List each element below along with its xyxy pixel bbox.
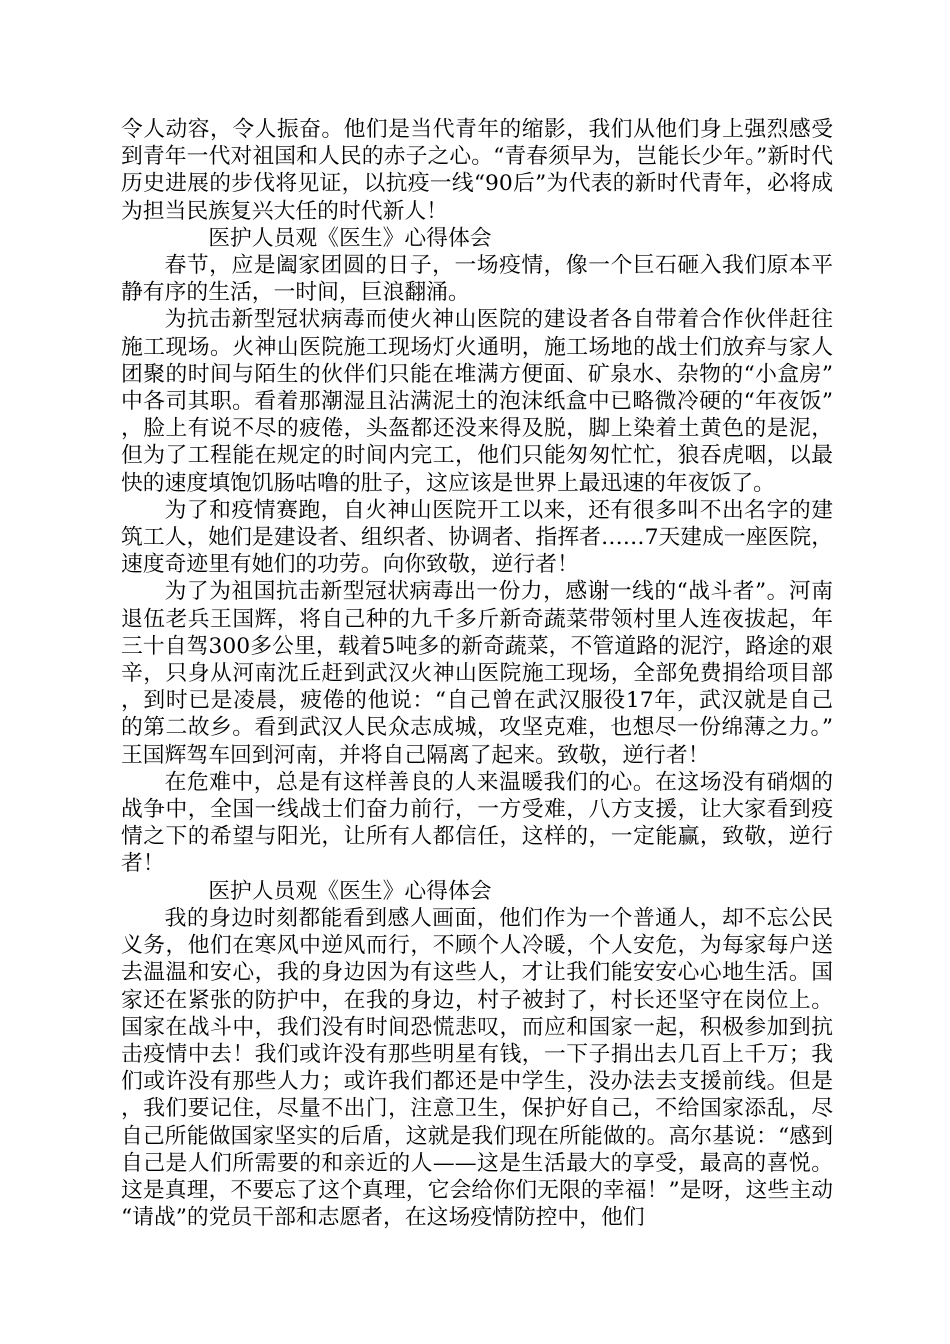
paragraph-veteran-wang-guohui: 为了为祖国抗击新型冠状病毒出一份力，感谢一线的“战斗者”。河南退伍老兵王国辉，将自己种的九千多斤新奇蔬菜带领村里人连夜拔起，年三十自驾300多公里，载着5吨多的新奇蔬菜，不管道路的泥泞，路途的艰辛，只身从河南沈丘赶到武汉火神山医院施工现场，全部免费捐给项目部，到时已是凌晨，疲倦的他说：“自己曾在武汉服役17年，武汉就是自己的第二故乡。看到武汉人民众志成城，攻坚克难，也想尽一份绵薄之力。”王国辉驾车回到河南，并将自己隔离了起来。致敬，逆行者！ bbox=[121, 579, 833, 768]
document-page bbox=[121, 116, 833, 1231]
section-heading-1: 医护人员观《医生》心得体会 bbox=[208, 225, 492, 251]
paragraph-touching-scenes: 我的身边时刻都能看到感人画面，他们作为一个普通人，却不忘公民义务，他们在寒风中逆风而行，不顾个人冷暖，个人安危，为每家每户送去温温和安心，我的身边因为有这些人，才让我们能安安心心地生活。国家还在紧张的防护中，在我的身边，村子被封了，村长还坚守在岗位上。国家在战斗中，我们没有时间恐慌悲叹，而应和国家一起，积极参加到抗击疫情中去！我们或许没有那些明星有钱，一下子捐出去几百上千万；我们或许没有那些人力；或许我们都还是中学生，没办法去支援前线。但是，我们要记住，尽量不出门，注意卫生，保护好自己，不给国家添乱，尽自己所能做国家坚实的后盾，这就是我们现在所能做的。高尔基说：“感到自己是人们所需要的和亲近的人——这是生活最大的享受，最高的喜悦。这是真理，不要忘了这个真理，它会给你们无限的幸福！”是呀，这些主动“请战”的党员干部和志愿者，在这场疫情防控中，他们 bbox=[121, 905, 833, 1231]
paragraph-intro-continuation: 令人动容，令人振奋。他们是当代青年的缩影，我们从他们身上强烈感受到青年一代对祖国和人民的赤子之心。“青春须早为，岂能长少年。”新时代历史进展的步伐将见证，以抗疫一线“90后”为代表的新时代青年，必将成为担当民族复兴大任的时代新人！ bbox=[121, 117, 833, 224]
section-heading-2: 医护人员观《医生》心得体会 bbox=[208, 878, 492, 904]
paragraph-kind-people: 在危难中，总是有这样善良的人来温暖我们的心。在这场没有硝烟的战争中，全国一线战士们奋力前行，一方受难，八方支援，让大家看到疫情之下的希望与阳光，让所有人都信任，这样的，一定能赢，致敬，逆行者！ bbox=[121, 769, 833, 877]
paragraph-spring-festival: 春节，应是阖家团圆的日子，一场疫情，像一个巨石砸入我们原本平静有序的生活，一时间，巨浪翻涌。 bbox=[121, 253, 833, 306]
paragraph-huoshenshan-builders: 为抗击新型冠状病毒而使火神山医院的建设者各自带着合作伙伴赶往施工现场。火神山医院施工现场灯火通明，施工场地的战士们放弃与家人团聚的时间与陌生的伙伴们只能在堆满方便面、矿泉水、杂物的“小盒房”中各司其职。看着那潮湿且沾满泥土的泡沫纸盒中已略微冷硬的“年夜饭”，脸上有说不尽的疲倦，头盔都还没来得及脱，脚上染着土黄色的是泥，但为了工程能在规定的时间内完工，他们只能匆匆忙忙，狼吞虎咽，以最快的速度填饱饥肠咕噜的肚子，这应该是世界上最迅速的年夜饭了。 bbox=[121, 307, 833, 496]
paragraph-construction-workers: 为了和疫情赛跑，自火神山医院开工以来，还有很多叫不出名字的建筑工人，她们是建设者、组织者、协调者、指挥者……7天建成一座医院，速度奇迹里有她们的功劳。向你致敬，逆行者！ bbox=[121, 497, 833, 578]
